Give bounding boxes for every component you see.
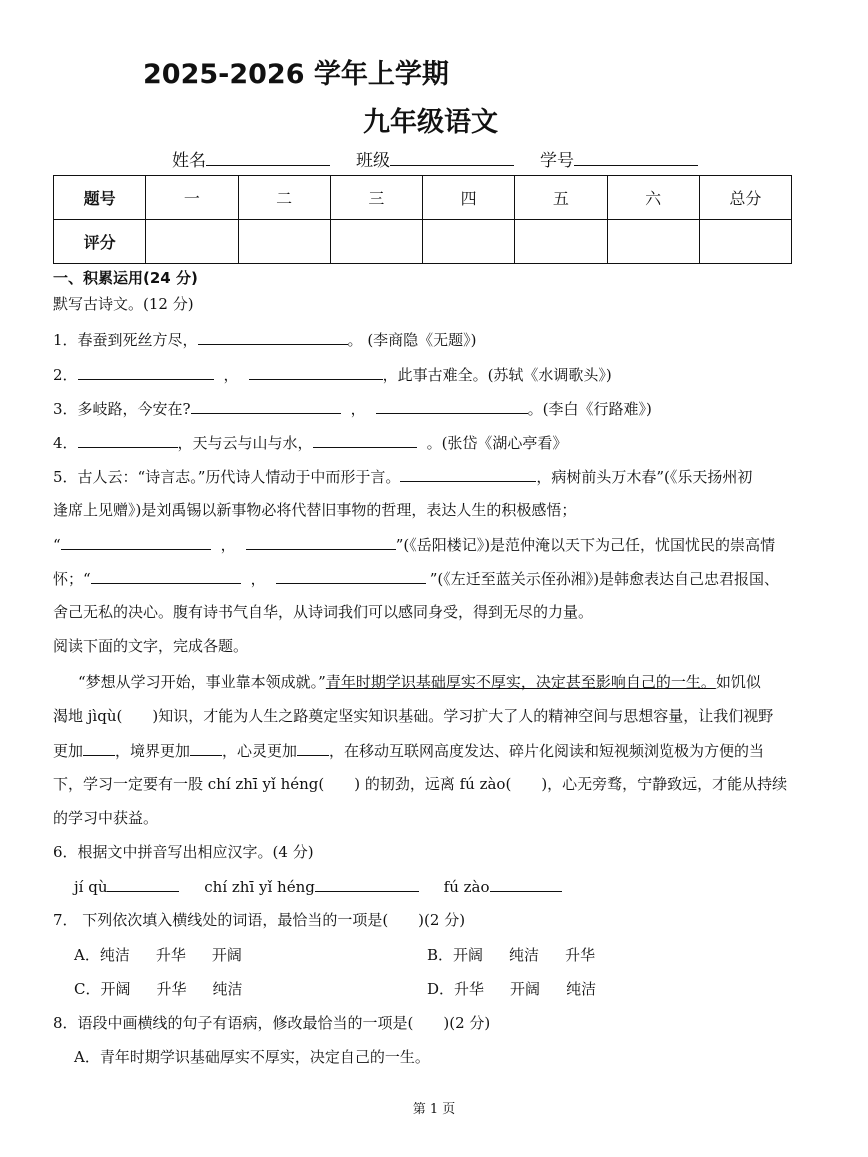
- page-number: 第 1 页: [412, 1102, 456, 1117]
- passage-line-1: “梦想从学习开始，事业靠本领成就。”青年时期学识基础厚实不厚实，决定甚至影响自己的一生。如饥似: [78, 673, 761, 691]
- underlined-sentence: 青年时期学识基础厚实不厚实，决定甚至影响自己的一生。: [325, 673, 716, 691]
- class-field[interactable]: 班级: [356, 146, 514, 171]
- answer-blank[interactable]: [490, 876, 562, 892]
- col-1: 一: [146, 176, 238, 220]
- col-4: 四: [423, 176, 515, 220]
- q7-option-b[interactable]: B．开阔 纯洁 升华: [427, 946, 596, 964]
- question-5-line-4: 怀；“ ， ”(《左迁至蓝关示侄孙湘》)是韩愈表达自己忠君报国、: [53, 570, 780, 588]
- answer-blank[interactable]: [91, 568, 241, 584]
- col-3: 三: [330, 176, 422, 220]
- score-cell[interactable]: [607, 220, 699, 264]
- question-6-blanks: jí qù chí zhī yǐ héng fú zào: [74, 876, 562, 897]
- answer-blank[interactable]: [78, 364, 214, 380]
- answer-blank[interactable]: [376, 398, 528, 414]
- answer-blank[interactable]: [249, 364, 383, 380]
- exam-title-subject: 九年级语文: [363, 107, 498, 138]
- answer-blank[interactable]: [191, 398, 341, 414]
- question-1: 1．春蚕到死丝方尽， 。 (李商隐《无题》): [53, 331, 477, 349]
- score-table: [53, 175, 792, 264]
- question-5-line-3: “ ， ”(《岳阳楼记》)是范仲淹以天下为己任，忧国忧民的崇高情: [53, 536, 776, 554]
- answer-blank[interactable]: [313, 432, 417, 448]
- row-label-score: 评分: [54, 220, 146, 264]
- question-6: 6．根据文中拼音写出相应汉字。(4 分): [53, 843, 314, 861]
- score-cell[interactable]: [423, 220, 515, 264]
- exam-title-year: 2025-2026 学年上学期: [143, 59, 449, 90]
- section-title: 一、积累运用(24 分): [53, 269, 198, 287]
- passage-line-4: 下，学习一定要有一股 chí zhī yǐ héng( ) 的韧劲，远离 fú zào( )，心无旁骛，宁静致远，才能从持续: [53, 775, 788, 793]
- section-subtitle: 默写古诗文。(12 分): [53, 295, 194, 313]
- q7-option-c[interactable]: C．开阔 升华 纯洁: [74, 980, 243, 998]
- question-7: 7． 下列依次填入横线处的词语，最恰当的一项是( )(2 分): [53, 911, 466, 929]
- answer-blank[interactable]: [198, 329, 348, 345]
- answer-blank[interactable]: [78, 432, 178, 448]
- student-id-field[interactable]: 学号: [540, 146, 698, 171]
- question-8: 8．语段中画横线的句子有语病，修改最恰当的一项是( )(2 分): [53, 1014, 491, 1032]
- answer-blank[interactable]: [107, 876, 179, 892]
- passage-line-5: 的学习中获益。: [53, 809, 159, 827]
- question-5-line-1: 5．古人云：“诗言志。”历代诗人情动于中而形于言。 ，病树前头万木春”(《乐天扬州初: [53, 468, 753, 486]
- q8-option-a[interactable]: A．青年时期学识基础厚实不厚实，决定自己的一生。: [74, 1048, 430, 1066]
- answer-blank[interactable]: [246, 534, 396, 550]
- score-cell[interactable]: [146, 220, 238, 264]
- score-cell[interactable]: [238, 220, 330, 264]
- answer-blank[interactable]: [83, 740, 115, 756]
- col-2: 二: [238, 176, 330, 220]
- answer-blank[interactable]: [61, 534, 211, 550]
- answer-blank[interactable]: [315, 876, 419, 892]
- passage-line-3: 更加 ，境界更加 ，心灵更加 ，在移动互联网高度发达、碎片化阅读和短视频浏览极为方便的当: [53, 742, 765, 760]
- row-label-question: 题号: [54, 176, 146, 220]
- col-5: 五: [515, 176, 607, 220]
- col-6: 六: [607, 176, 699, 220]
- question-5-line-2: 逢席上见赠》)是刘禹锡以新事物必将代替旧事物的哲理，表达人生的积极感悟；: [53, 501, 577, 519]
- score-cell[interactable]: [515, 220, 607, 264]
- answer-blank[interactable]: [297, 740, 329, 756]
- question-2: 2． ， ，此事古难全。(苏轼《水调歌头》): [53, 366, 612, 384]
- answer-blank[interactable]: [400, 466, 536, 482]
- name-field[interactable]: 姓名: [172, 146, 330, 171]
- question-4: 4． ，天与云与山与水， 。(张岱《湖心亭看》: [53, 434, 568, 452]
- col-total: 总分: [699, 176, 791, 220]
- q7-option-d[interactable]: D．升华 开阔 纯洁: [427, 980, 597, 998]
- score-table-score-row: [54, 220, 792, 264]
- q7-option-a[interactable]: A．纯洁 升华 开阔: [74, 946, 242, 964]
- answer-blank[interactable]: [190, 740, 222, 756]
- reading-intro: 阅读下面的文字，完成各题。: [53, 637, 249, 655]
- question-5-line-5: 舍己无私的决心。腹有诗书气自华，从诗词我们可以感同身受，得到无尽的力量。: [53, 603, 594, 621]
- answer-blank[interactable]: [276, 568, 426, 584]
- student-info-row: [172, 146, 698, 171]
- score-cell[interactable]: [330, 220, 422, 264]
- score-cell[interactable]: [699, 220, 791, 264]
- question-3: 3．多岐路，今安在? ， 。(李白《行路难》): [53, 400, 652, 418]
- passage-line-2: 渴地 jìqù( )知识，才能为人生之路奠定坚实知识基础。学习扩大了人的精神空间与思想容量，让我们视野: [53, 707, 774, 725]
- score-table-header-row: [54, 176, 792, 220]
